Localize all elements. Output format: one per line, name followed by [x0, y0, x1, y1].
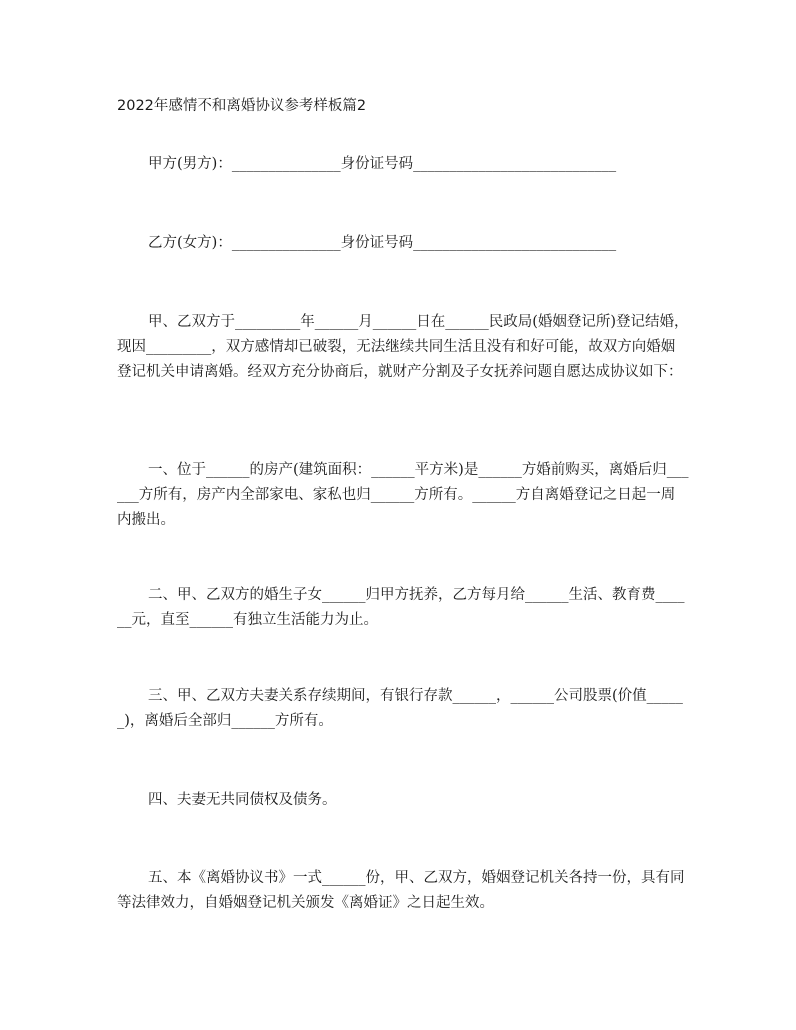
- clause-1-paragraph: 一、位于______的房产(建筑面积：______平方米)是______方婚前购买，离婚后归______方所有，房产内全部家电、家私也归______方所有。______方自离婚登记之日起一周内搬出。: [117, 462, 689, 528]
- clause-2-paragraph: 二、甲、乙双方的婚生子女______归甲方抚养，乙方每月给______生活、教育费______元，直至______有独立生活能力为止。: [117, 587, 685, 628]
- clause-3-paragraph: 三、甲、乙双方夫妻关系存续期间，有银行存款______，______公司股票(价值______)，离婚后全部归______方所有。: [117, 688, 683, 729]
- party-a-line: 甲方(男方)：_______________身份证号码____________________________: [148, 156, 617, 172]
- intro-paragraph: 甲、乙双方于_________年______月______日在______民政局(婚姻登记所)登记结婚，现因_________，双方感情却已破裂，无法继续共同生活且没有和好可能，故双方向婚姻登记机关申请离婚。经双方充分协商后，就财产分割及子女抚养问题自愿达成协议如下：: [117, 314, 689, 380]
- document-title: 2022年感情不和离婚协议参考样板篇2: [117, 98, 367, 114]
- clause-4-paragraph: 四、夫妻无共同债权及债务。: [148, 792, 337, 808]
- party-b-line: 乙方(女方)：_______________身份证号码____________________________: [148, 235, 617, 251]
- clause-5-paragraph: 五、本《离婚协议书》一式______份，甲、乙双方，婚姻登记机关各持一份，具有同等法律效力，自婚姻登记机关颁发《离婚证》之日起生效。: [117, 870, 685, 911]
